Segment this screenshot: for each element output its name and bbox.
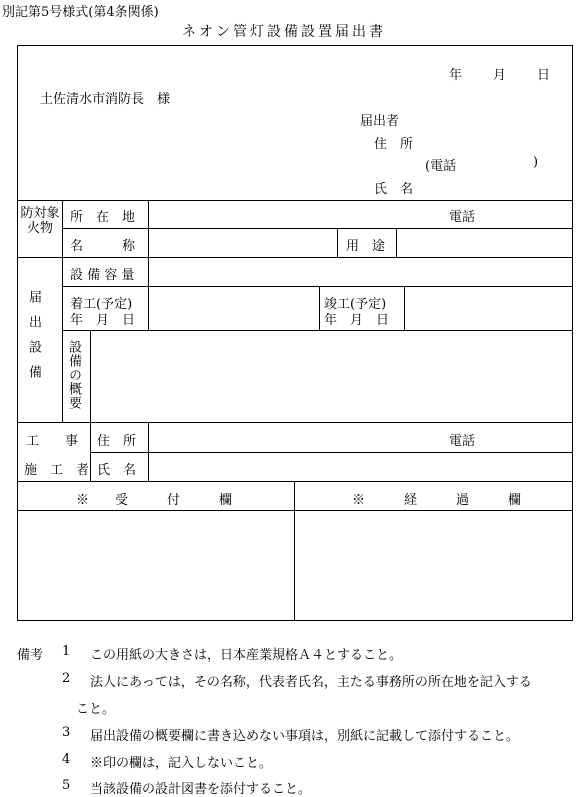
rule-equipment-top <box>17 257 573 258</box>
date-month: 月 <box>493 68 507 83</box>
form-number: 別記第5号様式(第4条関係) <box>2 5 159 20</box>
submitter-phone-close: ) <box>533 155 539 170</box>
rule-contractor-top <box>17 422 573 423</box>
rule-target-label-right <box>148 200 149 257</box>
rule-office-divider <box>294 481 295 620</box>
rule-target-mid <box>62 228 573 229</box>
completion-date-label-2: 年 月 日 <box>324 313 390 328</box>
date-day: 日 <box>537 68 551 83</box>
submitter-address-label: 住 所 <box>374 137 414 152</box>
note-text: ※印の欄は，記入しないこと。 <box>90 756 273 771</box>
note-text: 届出設備の概要欄に書き込めない事項は，別紙に記載して添付すること。 <box>90 729 520 744</box>
frame-top <box>17 45 573 46</box>
note-text: 法人にあっては，その名称，代表者氏名，主たる事務所の所在地を記入する <box>90 675 532 690</box>
rule-capacity-bottom <box>62 286 573 287</box>
note-number: 1 <box>62 644 71 659</box>
contractor-label-2: 施 工 者 <box>24 463 90 478</box>
rule-contractor-group-right <box>90 422 91 481</box>
progress-column-header: ※ 経 過 欄 <box>352 493 522 508</box>
recipient: 土佐清水市消防長 様 <box>40 92 171 107</box>
note-number: 4 <box>62 752 71 767</box>
note-number: 5 <box>62 778 71 793</box>
rule-target-top <box>17 200 573 201</box>
rule-office-header-bottom <box>17 510 573 511</box>
completion-date-label-1: 竣工(予定) <box>324 297 387 312</box>
rule-completion-left <box>319 286 320 330</box>
note-text: 当該設備の設計図書を添付すること。 <box>90 782 312 797</box>
rule-use-right <box>396 228 397 257</box>
form-title: ネオン管灯設備設置届出書 <box>182 24 386 40</box>
rule-overview-right <box>90 330 91 422</box>
receipt-column-header: ※ 受 付 欄 <box>76 493 233 508</box>
target-phone-label: 電話 <box>449 210 476 225</box>
submitter-label: 届出者 <box>360 114 400 129</box>
note-text: この用紙の大きさは，日本産業規格Ａ４とすること。 <box>90 648 403 663</box>
rule-dates-bottom <box>62 330 573 331</box>
note-number: 3 <box>62 725 71 740</box>
target-group-label: 防対象火物 <box>20 206 60 236</box>
rule-contractor-mid <box>90 452 573 453</box>
note-number: 2 <box>62 671 71 686</box>
overview-label: 設備の概要 <box>66 340 81 410</box>
contractor-phone-label: 電話 <box>449 434 476 449</box>
equipment-group-label: 届出設備 <box>26 290 41 390</box>
rule-contractor-label-right <box>148 422 149 481</box>
target-use-label: 用 途 <box>346 239 386 254</box>
rule-equipment-group-right <box>62 257 63 422</box>
submitter-phone-open: (電話 <box>425 159 457 174</box>
target-name-label: 名 称 <box>70 239 136 254</box>
rule-equipment-label-right <box>148 257 149 330</box>
submitter-name-label: 氏 名 <box>374 182 414 197</box>
frame-bottom <box>17 620 573 621</box>
rule-completion-right <box>404 286 405 330</box>
rule-target-group-right <box>62 200 63 257</box>
note-text: こと。 <box>76 702 116 717</box>
notes-heading: 備考 <box>17 648 44 663</box>
frame-left <box>17 45 18 620</box>
contractor-label-1: 工 事 <box>26 434 79 449</box>
equipment-capacity-label: 設 備 容 量 <box>70 268 135 283</box>
frame-right <box>572 45 573 620</box>
contractor-name-label: 氏 名 <box>97 463 137 478</box>
start-date-label-2: 年 月 日 <box>70 313 136 328</box>
date-year: 年 <box>449 68 463 83</box>
contractor-address-label: 住 所 <box>97 434 137 449</box>
target-location-label: 所 在 地 <box>70 210 136 225</box>
rule-use-left <box>337 228 338 257</box>
start-date-label-1: 着工(予定) <box>70 297 133 312</box>
rule-office-top <box>17 481 573 482</box>
